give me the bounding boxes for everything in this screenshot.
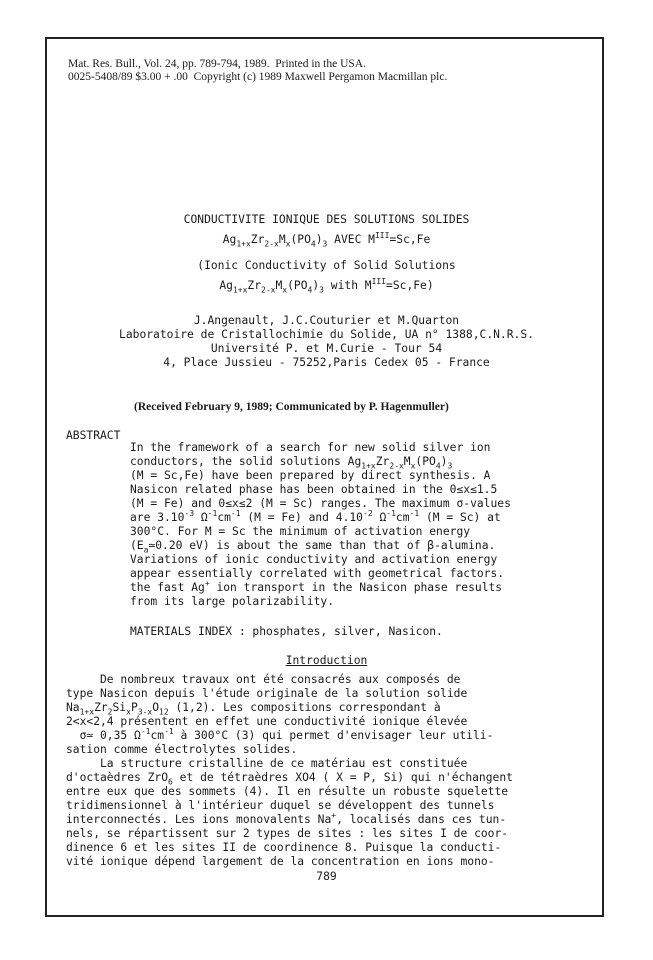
abstract-line: 300°C. For M = Sc the minimum of activation energy — [130, 525, 471, 538]
abstract-line: (M = Fe) and 0≤x≤2 (M = Sc) ranges. The maximum σ-values — [130, 497, 511, 510]
abstract-line: ($E_a≃0.20$ eV) is about the same than that of β-alumina. — [130, 539, 496, 555]
intro-line: type Nasicon depuis l'étude originale de la solution solide — [66, 687, 468, 700]
affiliation-university: Université P. et M.Curie - Tour 54 — [210, 342, 443, 355]
page-number: 789 — [316, 870, 337, 883]
abstract-line: conductors, the solid solutions $Ag_{1+x}Zr_{2-x}M_x(PO_4)_3$ — [130, 455, 453, 471]
intro-line: De nombreux travaux ont été consacrés aux composés de — [66, 673, 461, 686]
affiliation-lab: Laboratoire de Cristallochimie du Solide, UA n° 1388,C.N.R.S. — [119, 328, 534, 341]
abstract-line: are $3.10^{-3}$ $\Omega^{-1}cm^{-1}$ (M = Fe) and $4.10^{-2}$ $\Omega^{-1}cm^{-1}$ (M = Sc) at — [130, 509, 501, 524]
intro-line: sation comme électrolytes solides. — [66, 743, 298, 756]
intro-line: σ≃ 0,35 $\Omega^{-1}cm^{-1}$ à 300°C (3) qui permet d'envisager leur utili- — [66, 727, 494, 742]
abstract-line: the fast Ag+ ion transport in the Nasicon phase results — [130, 579, 503, 594]
title-line-1: CONDUCTIVITE IONIQUE DES SOLUTIONS SOLIDES — [183, 213, 470, 226]
intro-line: entre eux que des sommets (4). Il en résulte un robuste squelette — [66, 785, 509, 798]
intro-line: vité ionique dépend largement de la concentration en ions mono- — [66, 855, 495, 868]
received-line: (Received February 9, 1989; Communicated by P. Hagenmuller) — [134, 401, 449, 413]
materials-index: MATERIALS INDEX : phosphates, silver, Nasicon. — [130, 625, 443, 638]
title-formula-fr: $Ag_{1+x}Zr_{2-x}M_x(PO_4)_3$ AVEC $M^{III}=Sc,Fe$ — [222, 231, 431, 249]
copyright-line: 0025-5408/89 $3.00 + .00 Copyright (c) 1989 Maxwell Pergamon Macmillan plc. — [68, 71, 448, 83]
intro-line: $Na_{1+x}Zr_2Si_xP_{3-x}O_{12}$ (1,2). Les compositions correspondant à — [66, 701, 441, 717]
abstract-line: In the framework of a search for new solid silver ion — [130, 441, 491, 454]
authors: J.Angenault, J.C.Couturier et M.Quarton — [193, 314, 460, 327]
intro-line: tridimensionnel à l'intérieur duquel se développent des tunnels — [66, 799, 495, 812]
abstract-line: Nasicon related phase has been obtained in the 0≤x≤1.5 — [130, 483, 498, 496]
intro-line: 2<x<2,4 présentent en effet une conductivité ionique élevée — [66, 715, 468, 728]
abstract-line: appear essentially correlated with geometrical factors. — [130, 567, 505, 580]
title-line-3: (Ionic Conductivity of Solid Solutions — [197, 259, 456, 272]
abstract-line: from its large polarizability. — [130, 595, 335, 608]
intro-line: interconnectés. Les ions monovalents Na+, localisés dans ces tun- — [66, 811, 507, 826]
abstract-line: (M = Sc,Fe) have been prepared by direct synthesis. A — [130, 469, 491, 482]
introduction-heading: Introduction — [285, 654, 368, 667]
abstract-heading: ABSTRACT — [66, 429, 121, 442]
intro-line: dinence 6 et les sites II de coordinence 8. Puisque la conducti- — [66, 841, 502, 854]
journal-citation: Mat. Res. Bull., Vol. 24, pp. 789-794, 1989. Printed in the USA. — [68, 58, 366, 70]
intro-line: d'octaèdres ZrO$_6$ et de tétraèdres XO4 ( X = P, Si) qui n'échangent — [66, 771, 513, 787]
affiliation-address: 4, Place Jussieu - 75252,Paris Cedex 05 - France — [163, 356, 490, 369]
abstract-line: Variations of ionic conductivity and activation energy — [130, 553, 498, 566]
title-formula-en: $Ag_{1+x}Zr_{2-x}M_x(PO_4)_3$ with $M^{III}=Sc,Fe$) — [219, 277, 434, 295]
intro-line: La structure cristalline de ce matériau est constituée — [66, 757, 468, 770]
intro-line: nels, se répartissent sur 2 types de sites : les sites I de coor- — [66, 827, 509, 840]
